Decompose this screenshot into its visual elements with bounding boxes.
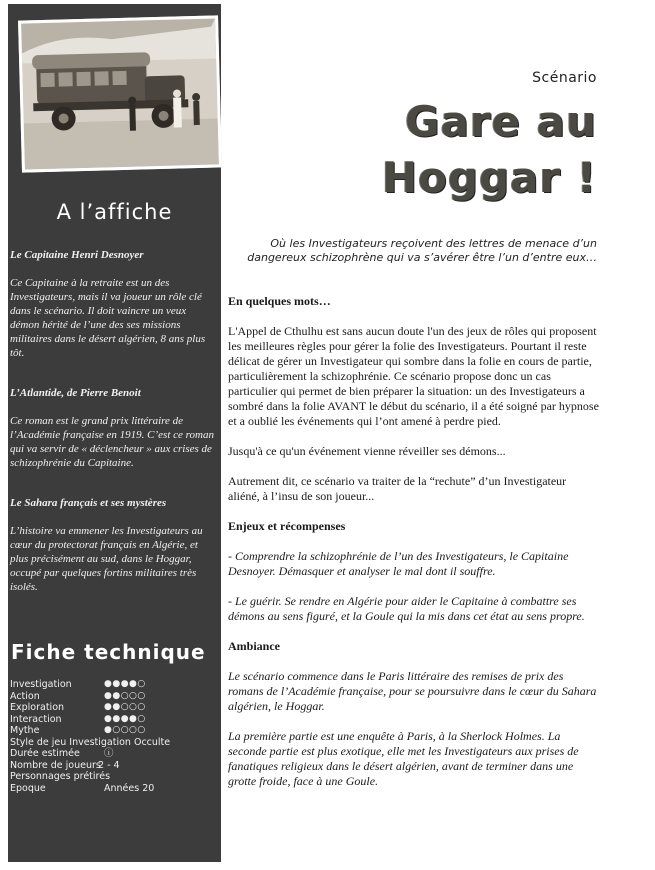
rating-label: Mythe (10, 725, 40, 736)
affiche-heading: A l’affiche (56, 200, 173, 224)
duree-label: Durée estimée (10, 748, 80, 759)
rating-row-exploration (10, 702, 220, 714)
duree-row (10, 748, 220, 760)
rating-row-action (10, 691, 220, 703)
sidebar-articles (10, 248, 216, 608)
joueurs-row (10, 760, 220, 772)
rating-label: Action (10, 690, 40, 702)
personnages-label: Personnages prétirés (10, 771, 111, 782)
rating-label: Exploration (10, 702, 65, 713)
paragraph: Le scénario commence dans le Paris littéraire des remises de prix des romans de l’Académie française, pour se poursuivre dans le cœur du Sahara algérien, le Hoggar. (228, 669, 597, 713)
article-text-capitaine: Ce Capitaine à la retraite est un des Investigateurs, mais il va joueur un rôle clé dans le scénario. Il doit vaincre un veux démon hérité de l’une des ses missions militaires dans le désert algérien, 8 ans plus tôt. (10, 277, 206, 359)
joueurs-label: Nombre de joueurs (10, 759, 101, 771)
section-heading-enjeux: Enjeux et récompenses (228, 519, 346, 533)
article-text-atlantide: Ce roman est le grand prix littéraire de l’Académie française en 1919. C’est ce roman qui va servir de « déclencheur » aux crises de schizophrénie du Capitaine. (10, 415, 214, 469)
rating-row-investigation (10, 679, 220, 691)
paragraph: Jusqu'à ce qu'un événement vienne réveiller ses démons... (228, 444, 506, 458)
scenario-kicker: Scénario (532, 70, 597, 86)
epoque-label: Epoque (10, 782, 46, 794)
article-heading-sahara: Le Sahara français et ses mystères (10, 497, 167, 509)
rating-dots: ●●●●○ (104, 713, 146, 724)
joueurs-value: 2 - 4 (98, 759, 120, 771)
rating-dots: ●●○○○ (104, 690, 146, 701)
info-icon: ⓘ (104, 748, 114, 759)
rating-row-interaction (10, 714, 220, 726)
page-subtitle: Où les Investigateurs reçoivent des lettres de menace d’un dangereux schizophrène qui va s’avérer être l’un d’entre eux… (247, 237, 597, 264)
paragraph: Autrement dit, ce scénario va traiter de la “rechute” d’un Investigateur aliéné, à l’insu de son joueur... (228, 474, 567, 503)
main-body (228, 294, 600, 804)
rating-dots: ●●●●○ (104, 679, 146, 689)
fiche-technique-heading: Fiche technique (11, 640, 206, 664)
section-heading-ambiance: Ambiance (228, 639, 280, 653)
rating-row-mythe (10, 725, 220, 737)
fiche-technique-table (10, 679, 220, 794)
section-heading-mots: En quelques mots… (228, 294, 331, 308)
article-heading-atlantide: L’Atlantide, de Pierre Benoit (10, 387, 141, 399)
paragraph: - Comprendre la schizophrénie de l’un des Investigateurs, le Capitaine Desnoyer. Démasquer et analyser le mal dont il souffre. (228, 549, 569, 578)
style-row (10, 737, 220, 749)
epoque-value: Années 20 (104, 782, 155, 794)
rating-label: Interaction (10, 713, 62, 725)
sidebar (8, 4, 221, 862)
vintage-bus-photo (18, 15, 222, 172)
epoque-row (10, 783, 220, 795)
paragraph: L'Appel de Cthulhu est sans aucun doute l'un des jeux de rôles qui proposent les meilleures règles pour gérer la folie des Investigateurs. Pourtant il reste délicat de gérer un Investigateur qui sombre dans la folie en cours de partie, particulièrement la schizophrénie. Ce scénario propose donc un cas particulier qui permet de bien préparer la situation: un des Investigateurs a sombré dans la folie AVANT le début du scénario, il a été soigné par hypnose et a oublié les événements qui l’ont amené à perdre pied. (228, 324, 599, 428)
page-title (267, 94, 597, 206)
rating-dots: ●●○○○ (104, 702, 146, 712)
title-line-1: Gare au (405, 97, 597, 146)
article-text-sahara: L’histoire va emmener les Investigateurs au cœur du protectorat français en Algérie, et plus précisément au sud, dans le Hoggar, occupé par quelques fortins militaires très isolés. (10, 525, 203, 593)
paragraph: - Le guérir. Se rendre en Algérie pour aider le Capitaine à combattre ses démons au sens figuré, et la Goule qui la mis dans cet état au sens propre. (228, 594, 585, 623)
bus-illustration (21, 18, 219, 169)
style-text: Style de jeu Investigation Occulte (10, 736, 171, 748)
rating-label: Investigation (10, 679, 72, 690)
rating-dots: ●○○○○ (104, 725, 146, 735)
personnages-row (10, 771, 220, 783)
title-line-2: Hoggar ! (382, 153, 597, 202)
paragraph: La première partie est une enquête à Paris, à la Sherlock Holmes. La seconde partie est plus exotique, elle met les Investigateurs aux prises de fanatiques religieux dans le désert algérien, avant de terminer dans une grotte froide, face à une Goule. (228, 729, 579, 788)
article-heading-capitaine: Le Capitaine Henri Desnoyer (10, 249, 144, 261)
